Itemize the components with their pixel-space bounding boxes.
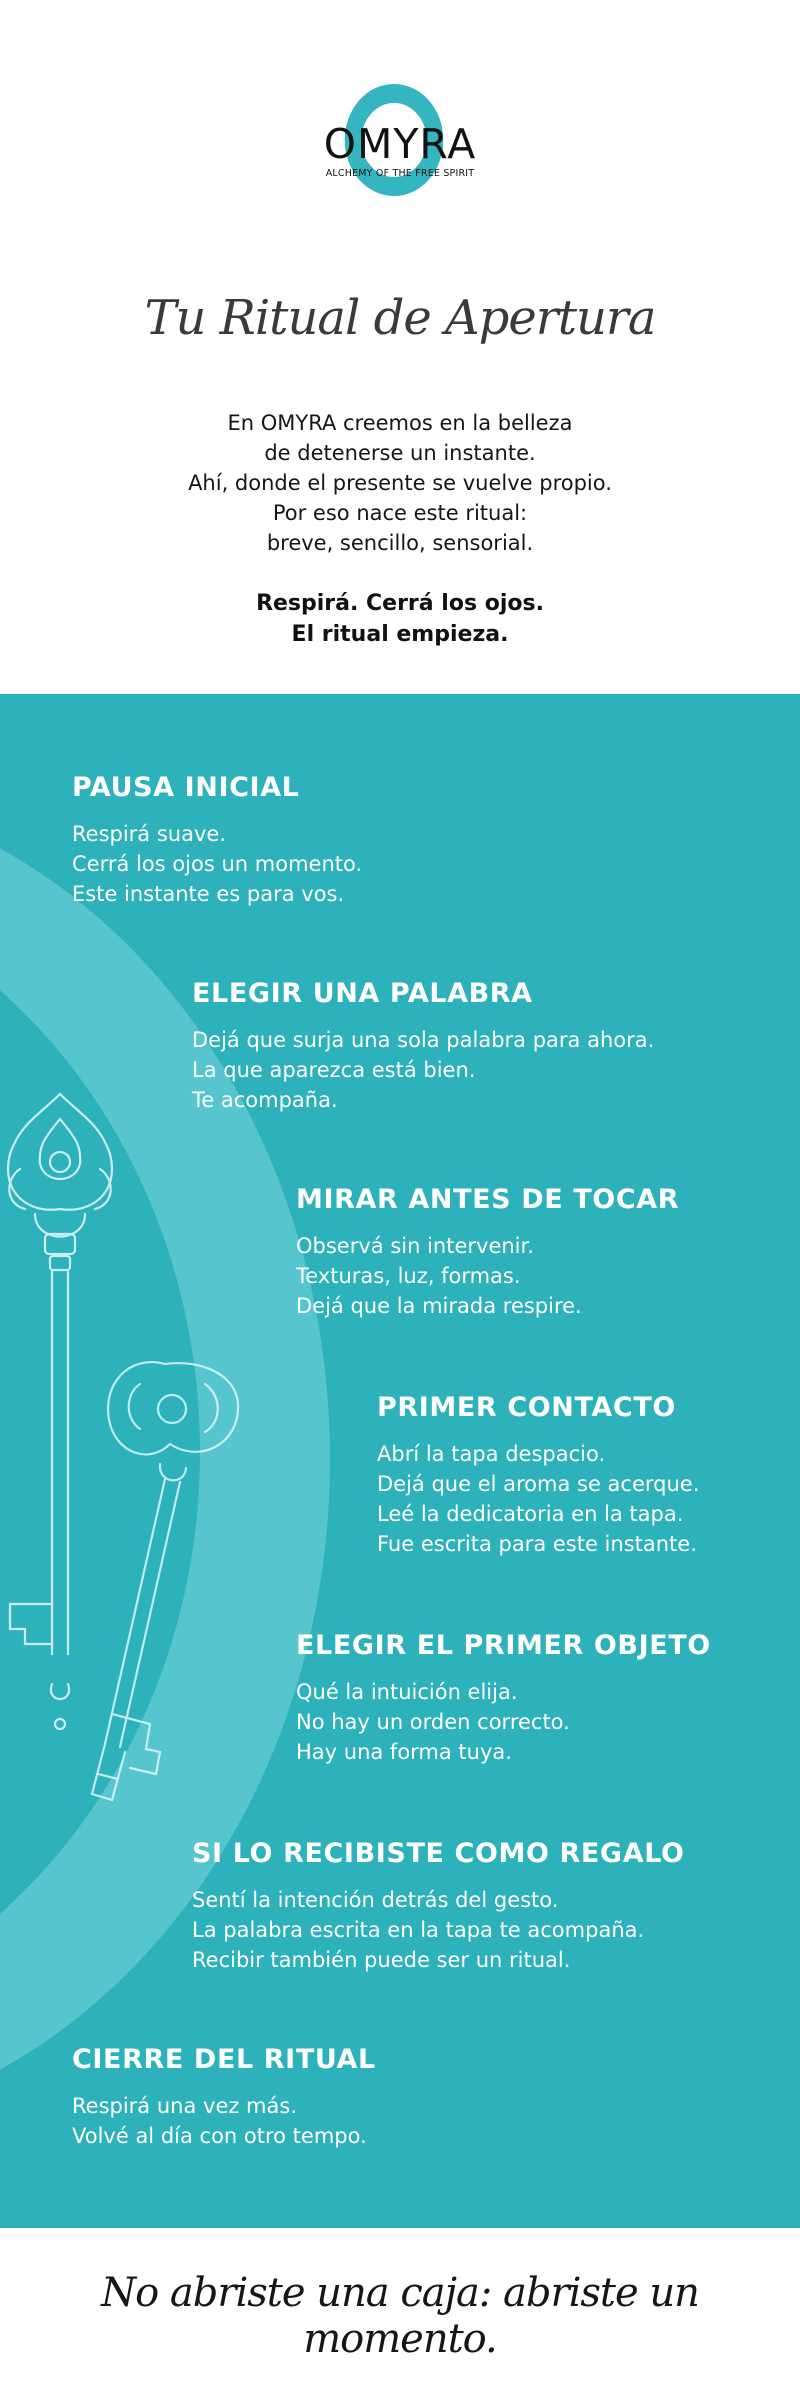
omyra-logo <box>300 84 500 202</box>
step-elegir-una-palabra <box>192 978 654 1115</box>
step-line: Este instante es para vos. <box>72 882 345 906</box>
intro-line: Ahí, donde el presente se vuelve propio. <box>188 471 612 495</box>
step-line: Volvé al día con otro tempo. <box>72 2124 367 2148</box>
step-line: Dejá que la mirada respire. <box>296 1294 582 1318</box>
step-line: Texturas, luz, formas. <box>296 1264 521 1288</box>
step-elegir-el-primer-objeto <box>296 1630 711 1767</box>
step-title: SI LO RECIBISTE COMO REGALO <box>192 1838 685 1869</box>
antique-keys-icon <box>0 1084 260 1824</box>
intro-line: En OMYRA creemos en la belleza <box>227 411 573 435</box>
step-primer-contacto <box>377 1392 699 1559</box>
step-cierre-del-ritual <box>72 2044 376 2151</box>
step-mirar-antes-de-tocar <box>296 1184 679 1321</box>
step-line: Observá sin intervenir. <box>296 1234 534 1258</box>
page-title: Tu Ritual de Apertura <box>144 290 656 346</box>
closing-line: No abriste una caja: abriste un momento. <box>101 2270 699 2362</box>
step-title: ELEGIR EL PRIMER OBJETO <box>296 1630 711 1661</box>
step-line: Fue escrita para este instante. <box>377 1532 697 1556</box>
intro-text <box>0 408 800 558</box>
step-title: CIERRE DEL RITUAL <box>72 2044 376 2075</box>
intro-callout <box>0 588 800 650</box>
step-line: Te acompaña. <box>192 1088 338 1112</box>
step-line: Abrí la tapa despacio. <box>377 1442 606 1466</box>
intro-line: breve, sencillo, sensorial. <box>266 531 534 555</box>
step-title: MIRAR ANTES DE TOCAR <box>296 1184 680 1215</box>
step-si-lo-recibiste-como-regalo <box>192 1838 685 1975</box>
step-line: Qué la intuición elija. <box>296 1680 518 1704</box>
step-pausa-inicial <box>72 772 362 909</box>
step-title: PRIMER CONTACTO <box>377 1392 676 1423</box>
step-title: PAUSA INICIAL <box>72 772 300 803</box>
step-line: Dejá que surja una sola palabra para ahora. <box>192 1028 655 1052</box>
step-line: Recibir también puede ser un ritual. <box>192 1948 571 1972</box>
step-line: Cerrá los ojos un momento. <box>72 852 363 876</box>
brand-name: OMYRA <box>323 120 477 168</box>
step-line: La palabra escrita en la tapa te acompaña. <box>192 1918 645 1942</box>
ritual-steps-panel <box>0 694 800 2228</box>
step-line: La que aparezca está bien. <box>192 1058 476 1082</box>
step-line: No hay un orden correcto. <box>296 1710 570 1734</box>
step-line: Dejá que el aroma se acerque. <box>377 1472 700 1496</box>
step-line: Sentí la intención detrás del gesto. <box>192 1888 559 1912</box>
intro-line: de detenerse un instante. <box>264 441 536 465</box>
brand-tagline: ALCHEMY OF THE FREE SPIRIT <box>325 168 475 179</box>
step-title: ELEGIR UNA PALABRA <box>192 978 533 1009</box>
callout-line: El ritual empieza. <box>291 622 509 647</box>
intro-line: Por eso nace este ritual: <box>272 501 528 525</box>
step-line: Hay una forma tuya. <box>296 1740 512 1764</box>
step-line: Respirá suave. <box>72 822 226 846</box>
callout-line: Respirá. Cerrá los ojos. <box>256 591 544 616</box>
step-line: Respirá una vez más. <box>72 2094 298 2118</box>
step-line: Leé la dedicatoria en la tapa. <box>377 1502 684 1526</box>
